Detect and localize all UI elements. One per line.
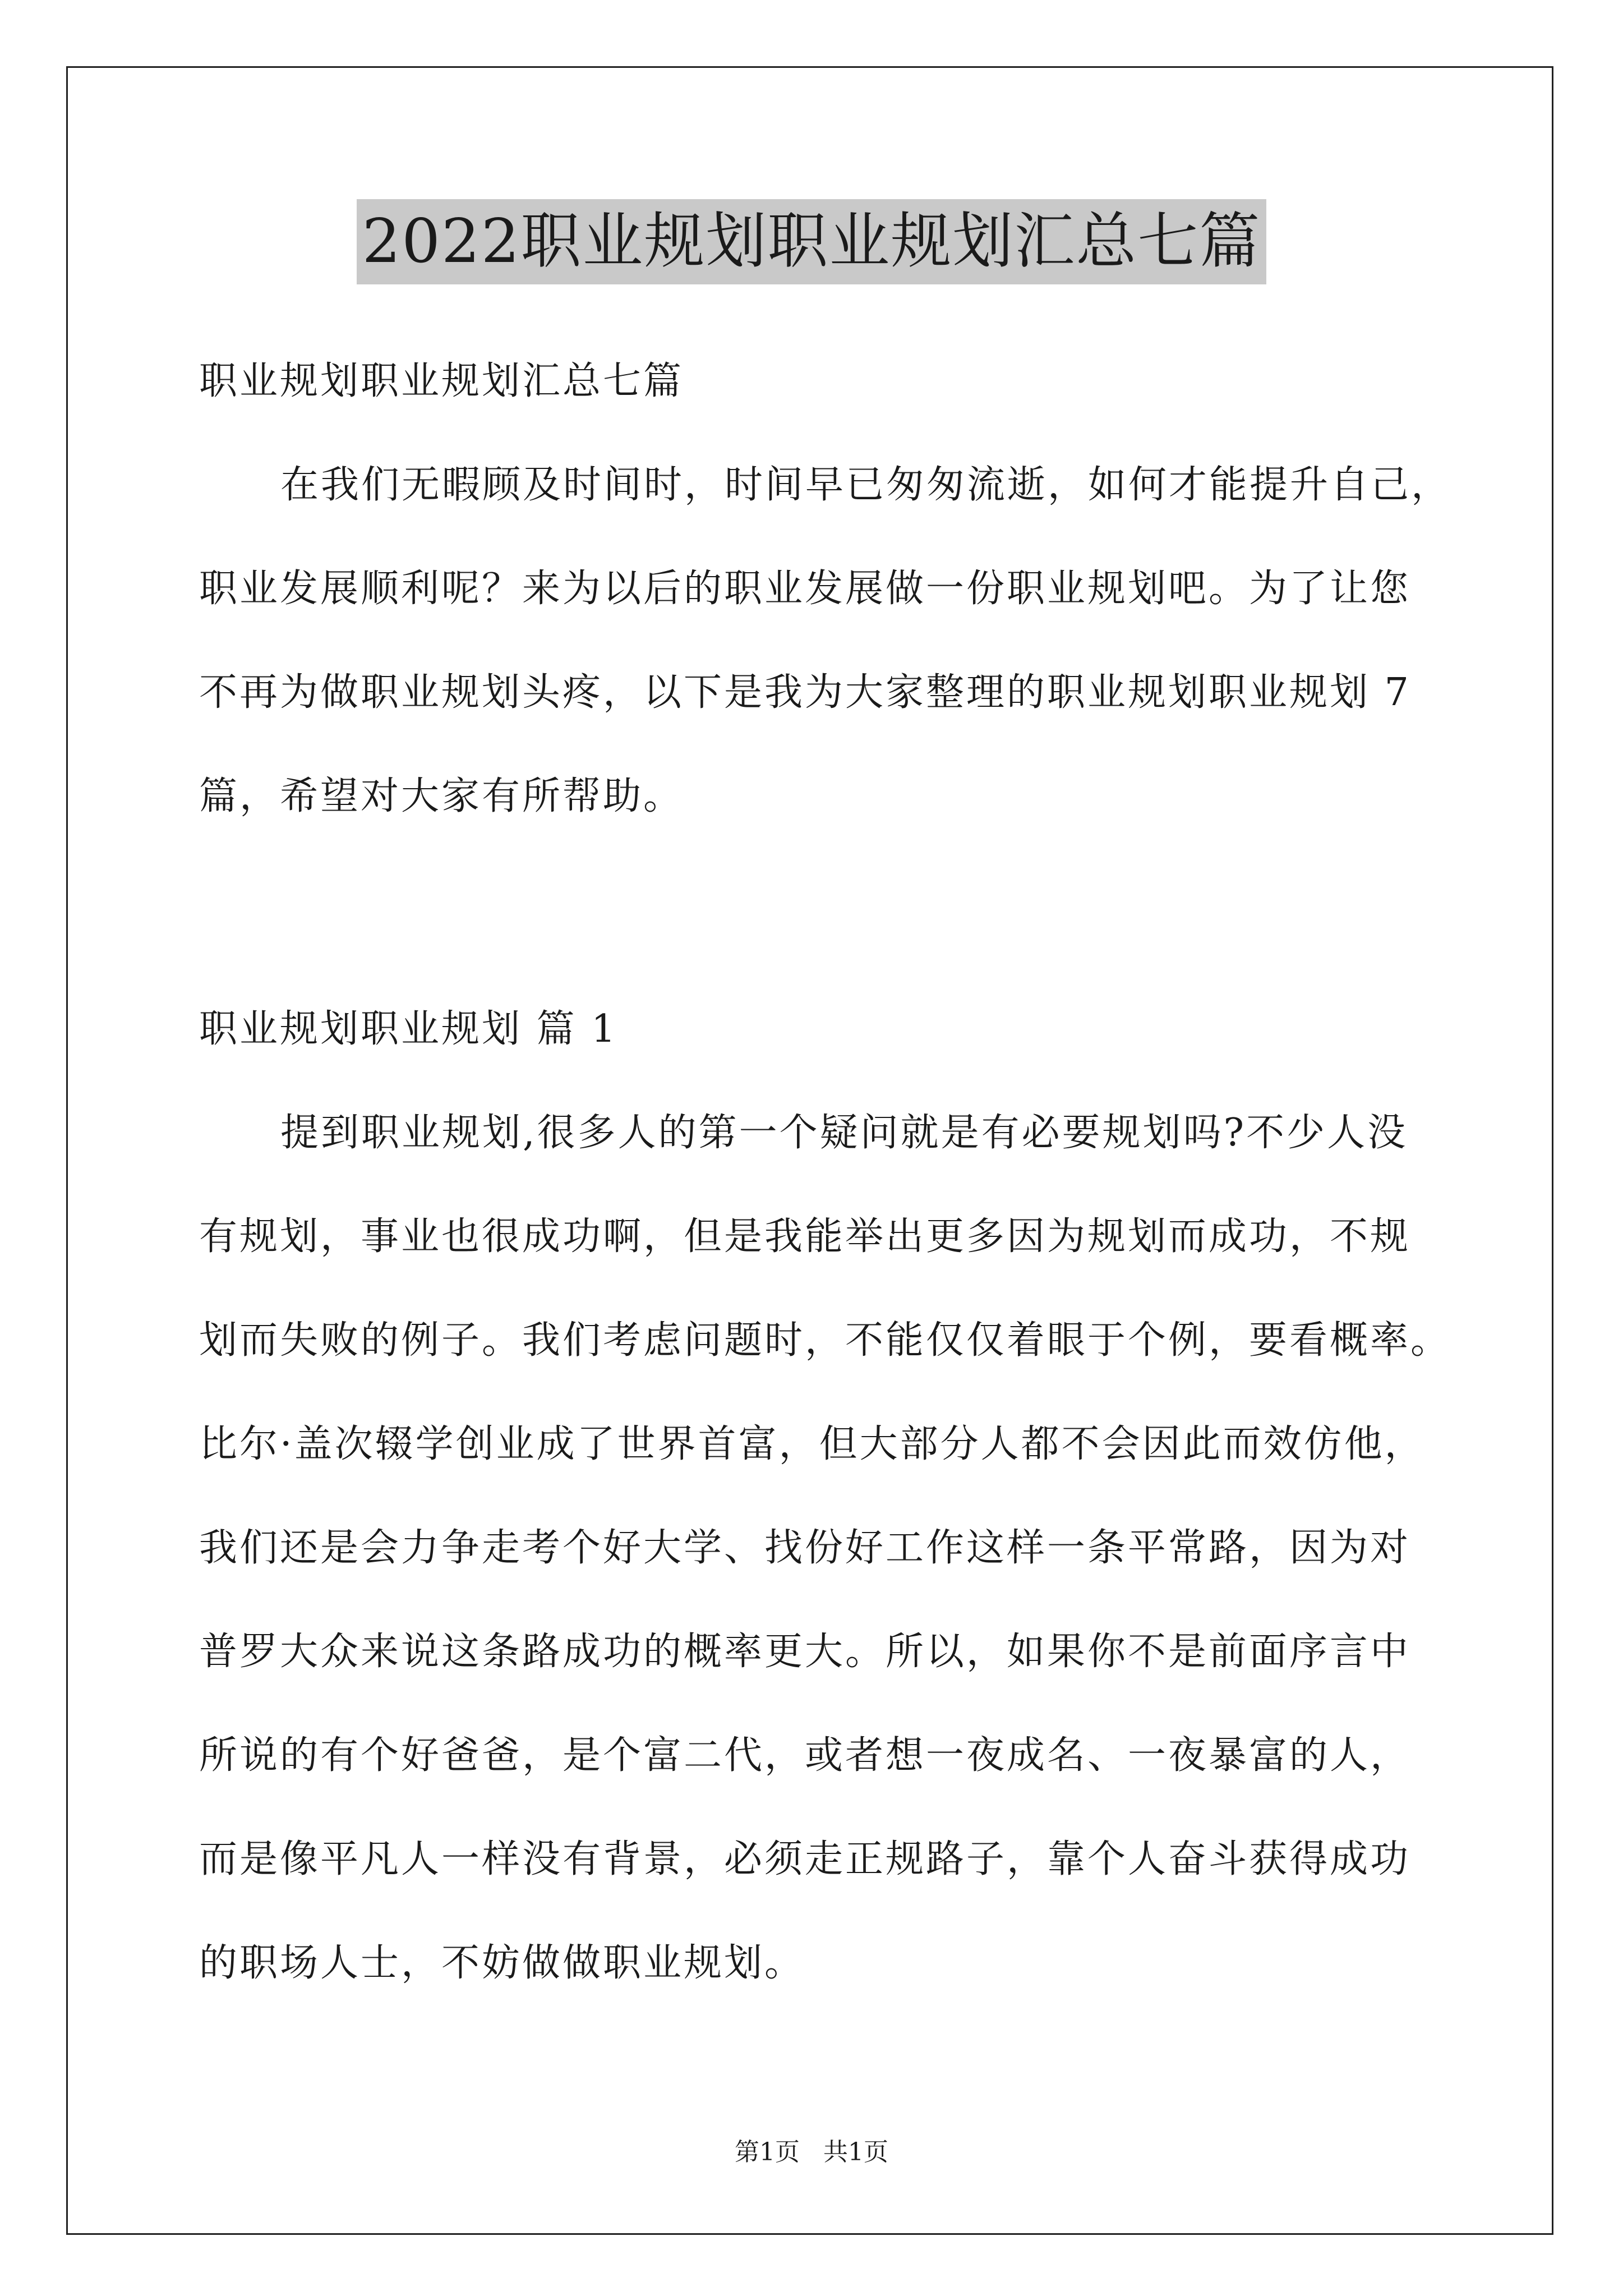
section-heading: 职业规划职业规划 篇 1 [199, 1007, 618, 1051]
document-title: 2022职业规划职业规划汇总七篇 [357, 199, 1267, 284]
intro-line-1: 在我们无暇顾及时间时，时间早已匆匆流逝，如何才能提升自己， [280, 463, 1452, 507]
document-subtitle: 职业规划职业规划汇总七篇 [199, 359, 684, 403]
body-line-3: 划而失败的例子。我们考虑问题时，不能仅仅着眼于个例，要看概率。 [199, 1318, 1451, 1363]
intro-line-3: 不再为做职业规划头疼，以下是我为大家整理的职业规划职业规划 7 [199, 670, 1411, 715]
body-line-8: 而是像平凡人一样没有背景，必须走正规路子，靠个人奋斗获得成功 [199, 1837, 1411, 1881]
intro-line-2: 职业发展顺利呢？来为以后的职业发展做一份职业规划吧。为了让您 [199, 567, 1411, 611]
page-footer [0, 2132, 1623, 2168]
page-total: 共1页 [823, 2138, 888, 2166]
body-line-7: 所说的有个好爸爸，是个富二代，或者想一夜成名、一夜暴富的人， [199, 1733, 1411, 1778]
page-number: 第1页 [735, 2138, 800, 2166]
title-container [0, 199, 1623, 284]
intro-line-4: 篇，希望对大家有所帮助。 [199, 774, 684, 818]
body-line-6: 普罗大众来说这条路成功的概率更大。所以，如果你不是前面序言中 [199, 1630, 1411, 1674]
body-line-4: 比尔·盖次辍学创业成了世界首富，但大部分人都不会因此而效仿他， [199, 1422, 1425, 1466]
body-line-5: 我们还是会力争走考个好大学、找份好工作这样一条平常路，因为对 [199, 1526, 1411, 1570]
body-line-1: 提到职业规划,很多人的第一个疑问就是有必要规划吗?不少人没 [280, 1111, 1408, 1155]
body-line-9: 的职场人士，不妨做做职业规划。 [199, 1941, 805, 1985]
body-line-2: 有规划，事业也很成功啊，但是我能举出更多因为规划而成功，不规 [199, 1214, 1411, 1259]
